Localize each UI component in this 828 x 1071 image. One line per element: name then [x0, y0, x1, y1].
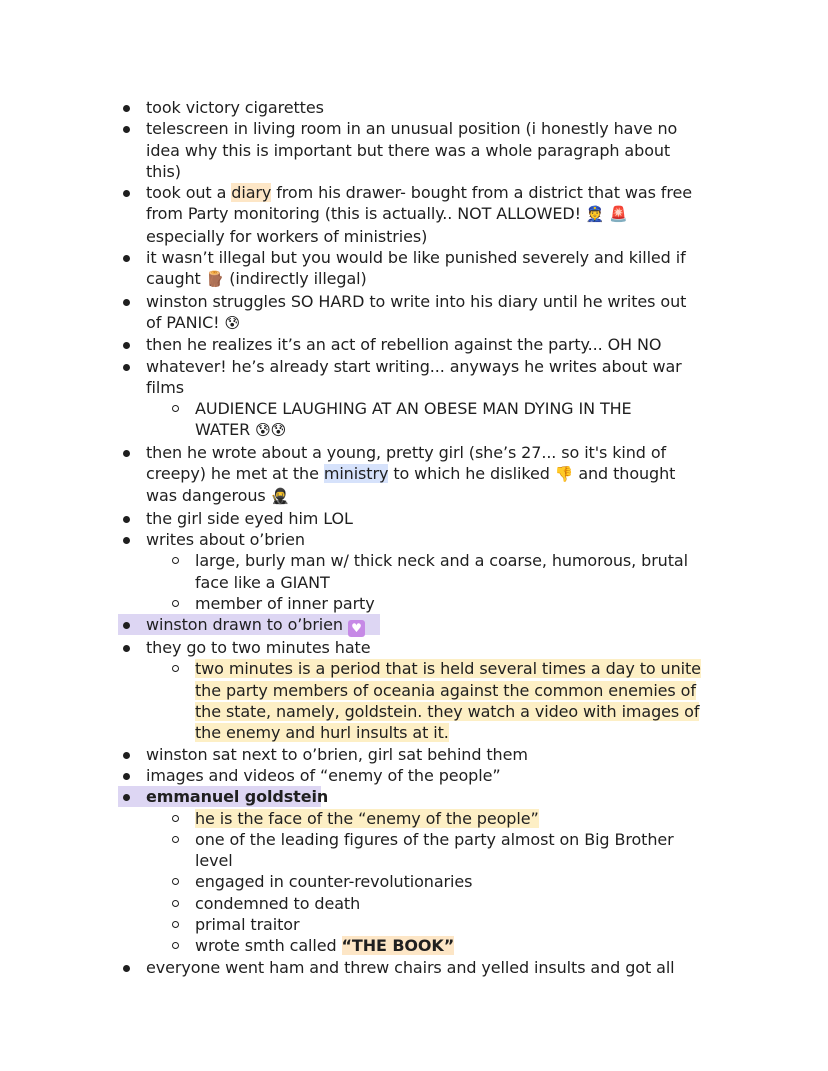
hollow-bullet-icon: [172, 815, 179, 822]
highlighted-word: ministry: [323, 464, 389, 484]
hollow-bullet-icon: [172, 900, 179, 907]
bullet-icon: [123, 255, 130, 262]
list-item: winston sat next to o’brien, girl sat behind them: [0, 744, 828, 765]
bullet-icon: [123, 105, 130, 112]
highlighted-word: diary: [231, 183, 272, 203]
ninja-emoji-icon: 🥷: [270, 487, 290, 506]
bullet-icon: [123, 645, 130, 652]
list-item: everyone went ham and threw chairs and yelled insults and got all: [0, 957, 828, 978]
list-item: it wasn’t illegal but you would be like punished severely and killed if caught 🪵 (indirectly illegal): [0, 247, 828, 291]
hollow-bullet-icon: [172, 836, 179, 843]
list-item: winston struggles SO HARD to write into his diary until he writes out of PANIC! 😰: [0, 291, 828, 335]
sub-list-item: one of the leading figures of the party almost on Big Brother level: [0, 829, 828, 872]
bullet-icon: [123, 450, 130, 457]
list-item: whatever! he’s already start writing... anyways he writes about war films: [0, 356, 828, 399]
list-item: writes about o’brien: [0, 529, 828, 550]
hollow-bullet-icon: [172, 600, 179, 607]
sub-list-item: AUDIENCE LAUGHING AT AN OBESE MAN DYING IN THE WATER 😰😰: [0, 398, 828, 442]
list-item: then he wrote about a young, pretty girl (she’s 27... so it's kind of creepy) he met at the ministry to which he disliked 👎 and thought was dangerous 🥷: [0, 442, 828, 508]
bullet-icon: [123, 537, 130, 544]
bullet-icon: [123, 773, 130, 780]
sub-list-item: member of inner party: [0, 593, 828, 614]
sub-list-item: engaged in counter-revolutionaries: [0, 871, 828, 892]
list-item: took out a diary from his drawer- bought from a district that was free from Party monitoring (this is actually.. NOT ALLOWED! 👮 🚨 especially for workers of ministries): [0, 182, 828, 247]
bold-highlighted-title: “THE BOOK”: [341, 936, 455, 956]
hollow-bullet-icon: [172, 878, 179, 885]
list-item-highlighted: emmanuel goldstein: [0, 786, 828, 807]
heart-emoji-icon: ♥: [348, 620, 365, 637]
sub-list-item: primal traitor: [0, 914, 828, 935]
hollow-bullet-icon: [172, 942, 179, 949]
hollow-bullet-icon: [172, 557, 179, 564]
bullet-icon: [123, 190, 130, 197]
bullet-icon: [123, 299, 130, 306]
list-item: then he realizes it’s an act of rebellion against the party... OH NO: [0, 334, 828, 355]
sub-list-item: wrote smth called “THE BOOK”: [0, 935, 828, 956]
list-item-highlighted: winston drawn to o’brien ♥: [0, 614, 828, 637]
thumbs-down-emoji-icon: 👎: [554, 465, 574, 484]
list-item: they go to two minutes hate: [0, 637, 828, 658]
bullet-icon: [123, 965, 130, 972]
list-item: the girl side eyed him LOL: [0, 508, 828, 529]
bullet-notes: [0, 97, 828, 978]
list-item: images and videos of “enemy of the people”: [0, 765, 828, 786]
bullet-icon: [123, 516, 130, 523]
hollow-bullet-icon: [172, 405, 179, 412]
hollow-bullet-icon: [172, 921, 179, 928]
bullet-icon: [123, 364, 130, 371]
police-siren-emoji-icon: 👮 🚨: [585, 205, 628, 224]
sub-list-item: large, burly man w/ thick neck and a coarse, humorous, brutal face like a GIANT: [0, 550, 828, 593]
bullet-icon: [123, 126, 130, 133]
log-emoji-icon: 🪵: [205, 270, 225, 289]
hollow-bullet-icon: [172, 665, 179, 672]
sub-list-item: he is the face of the “enemy of the people”: [0, 808, 828, 829]
bullet-icon: [123, 342, 130, 349]
anxious-face-emoji-icon: 😰😰: [255, 421, 287, 440]
list-item: took victory cigarettes: [0, 97, 828, 118]
list-item: telescreen in living room in an unusual position (i honestly have no idea why this is important but there was a whole paragraph about this): [0, 118, 828, 182]
sub-list-item: two minutes is a period that is held several times a day to unite the party members of oceania against the common enemies of the state, namely, goldstein. they watch a video with images of the enemy and hurl insults at it.: [0, 658, 828, 743]
anxious-face-emoji-icon: 😰: [224, 313, 240, 332]
sub-list-item: condemned to death: [0, 893, 828, 914]
bullet-icon: [123, 752, 130, 759]
